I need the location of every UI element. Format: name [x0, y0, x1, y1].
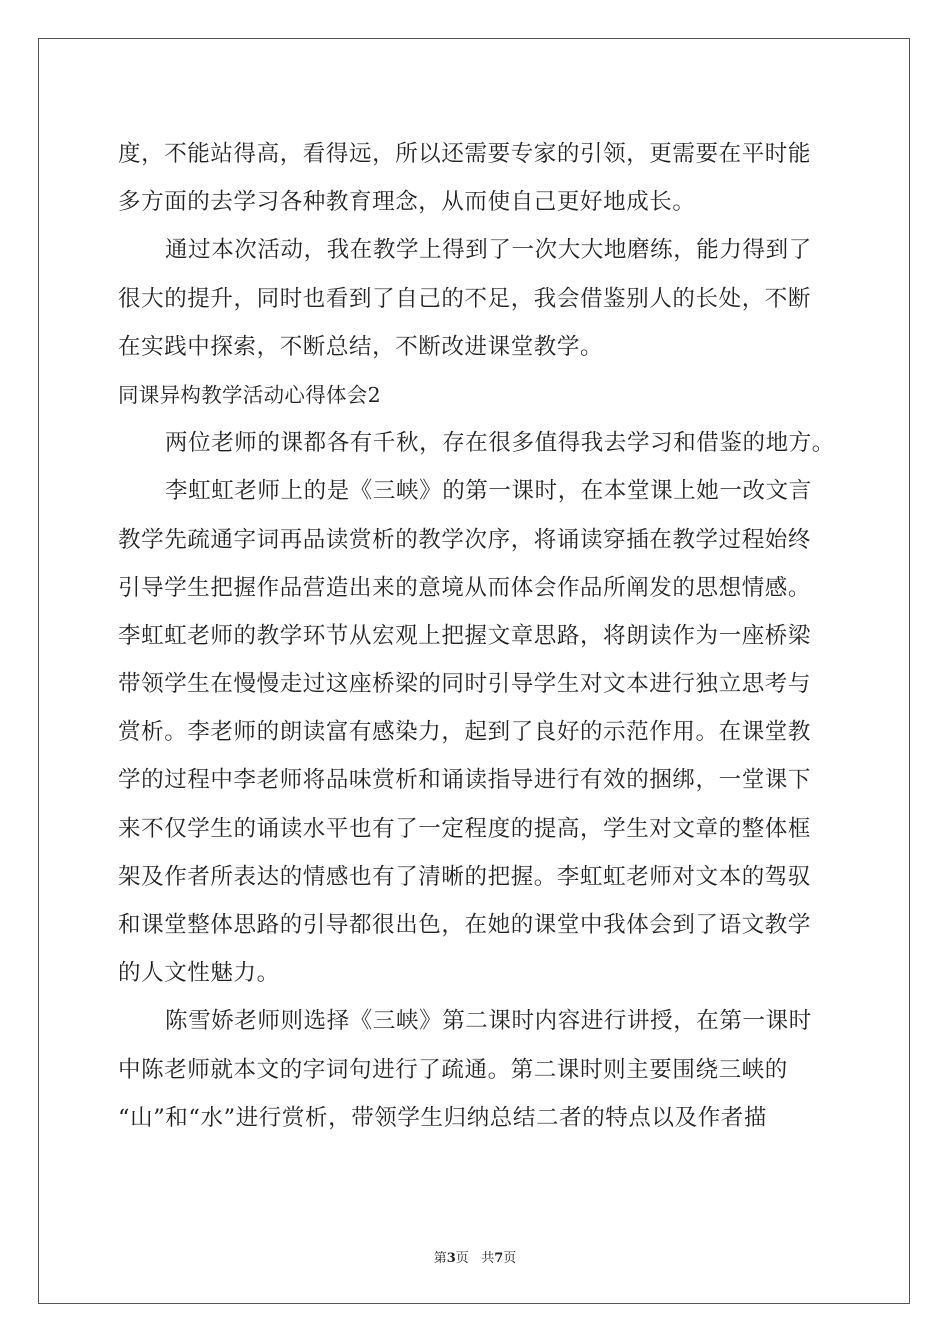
text-line: 李虹虹老师上的是《三峡》的第一课时，在本堂课上她一改文言	[165, 478, 812, 505]
text-line: 引导学生把握作品营造出来的意境从而体会作品所阐发的思想情感。	[118, 574, 812, 601]
text-line: 度，不能站得高，看得远，所以还需要专家的引领，更需要在平时能	[118, 141, 812, 167]
text-line: 通过本次活动，我在教学上得到了一次大大地磨练，能力得到了	[165, 237, 812, 264]
section-heading: 同课异构教学活动心得体会2	[118, 382, 381, 407]
footer-page-number: 3	[446, 1251, 456, 1266]
footer-total-pages: 7	[494, 1251, 504, 1266]
page-footer	[0, 1247, 950, 1266]
footer-total-suffix: 页	[503, 1251, 517, 1266]
text-line: 在实践中探索，不断总结，不断改进课堂教学。	[118, 333, 604, 360]
text-line: 和课堂整体思路的引导都很出色，在她的课堂中我体会到了语文教学	[118, 912, 812, 938]
text-line: 李虹虹老师的教学环节从宏观上把握文章思路，将朗读作为一座桥梁	[118, 622, 812, 649]
text-line: 陈雪娇老师则选择《三峡》第二课时内容进行讲授，在第一课时	[165, 1008, 812, 1035]
document-body	[118, 130, 838, 1142]
text-line: 很大的提升，同时也看到了自己的不足，我会借鉴别人的长处，不断	[118, 285, 812, 312]
text-line: 架及作者所表达的情感也有了清晰的把握。李虹虹老师对文本的驾驭	[118, 863, 812, 890]
text-line: 的人文性魅力。	[118, 960, 280, 987]
text-line: 带领学生在慢慢走过这座桥梁的同时引导学生对文本进行独立思考与	[118, 671, 812, 698]
text-line: 教学先疏通字词再品读赏析的教学次序，将诵读穿插在教学过程始终	[118, 526, 812, 553]
text-line: 中陈老师就本文的字词句进行了疏通。第二课时则主要围绕三峡的	[118, 1056, 788, 1083]
text-line: 学的过程中李老师将品味赏析和诵读指导进行有效的捆绑，一堂课下	[118, 767, 812, 794]
text-line: 多方面的去学习各种教育理念，从而使自己更好地成长。	[118, 189, 696, 216]
footer-page-prefix: 第	[433, 1251, 447, 1266]
text-line: 来不仅学生的诵读水平也有了一定程度的提高，学生对文章的整体框	[118, 815, 812, 842]
footer-page-suffix: 页	[455, 1251, 469, 1266]
footer-total-prefix: 共	[481, 1251, 495, 1266]
text-line: “山”和“水”进行赏析，带领学生归纳总结二者的特点以及作者描	[118, 1104, 768, 1131]
text-line: 两位老师的课都各有千秋，存在很多值得我去学习和借鉴的地方。	[165, 430, 835, 457]
text-line: 赏析。李老师的朗读富有感染力，起到了良好的示范作用。在课堂教	[118, 719, 812, 746]
